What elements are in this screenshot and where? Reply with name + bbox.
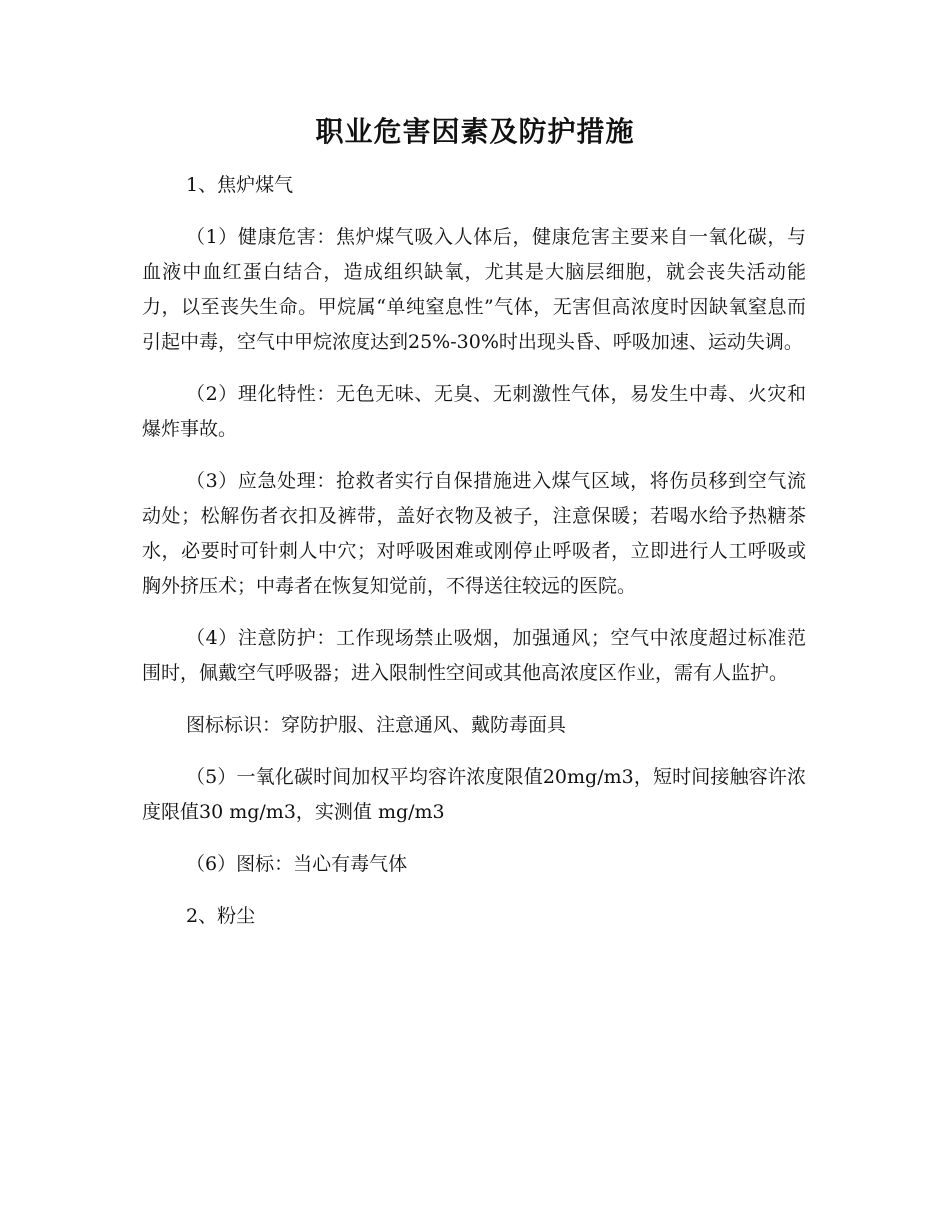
page-title: 职业危害因素及防护措施 [315,115,635,148]
section-heading-coke-oven-gas: 1、焦炉煤气 [186,174,294,196]
section-heading-dust: 2、粉尘 [186,905,256,927]
paragraph-protection-notes: （4）注意防护：工作现场禁止吸烟，加强通风；空气中浓度超过标准范围时，佩戴空气呼吸器；进入限制性空间或其他高浓度区作业，需有人监护。 [142,627,806,684]
paragraph-exposure-limits: （5）一氧化碳时间加权平均容许浓度限值20mg/m3，短时间接触容许浓度限值30 mg/m3，实测值 mg/m3 [142,766,806,823]
paragraph-warning-icon: （6）图标：当心有毒气体 [186,853,408,875]
paragraph-emergency-handling: （3）应急处理：抢救者实行自保措施进入煤气区域，将伤员移到空气流动处；松解伤者衣扣及裤带，盖好衣物及被子，注意保暖；若喝水给予热糖茶水，必要时可针刺人中穴；对呼吸困难或刚停止呼吸者，立即进行人工呼吸或胸外挤压术；中毒者在恢复知觉前，不得送往较远的医院。 [142,470,806,597]
paragraph-health-hazard: （1）健康危害：焦炉煤气吸入人体后，健康危害主要来自一氧化碳，与血液中血红蛋白结合，造成组织缺氧，尤其是大脑层细胞，就会丧失活动能力，以至丧失生命。甲烷属“单纯窒息性”气体，无害但高浓度时因缺氧窒息而引起中毒，空气中甲烷浓度达到25%-30%时出现头昏、呼吸加速、运动失调。 [142,226,806,353]
paragraph-icon-signs: 图标标识：穿防护服、注意通风、戴防毒面具 [186,714,567,736]
paragraph-physical-chemical-properties: （2）理化特性：无色无味、无臭、无刺激性气体，易发生中毒、火灾和爆炸事故。 [142,383,806,440]
document-body [142,168,806,951]
